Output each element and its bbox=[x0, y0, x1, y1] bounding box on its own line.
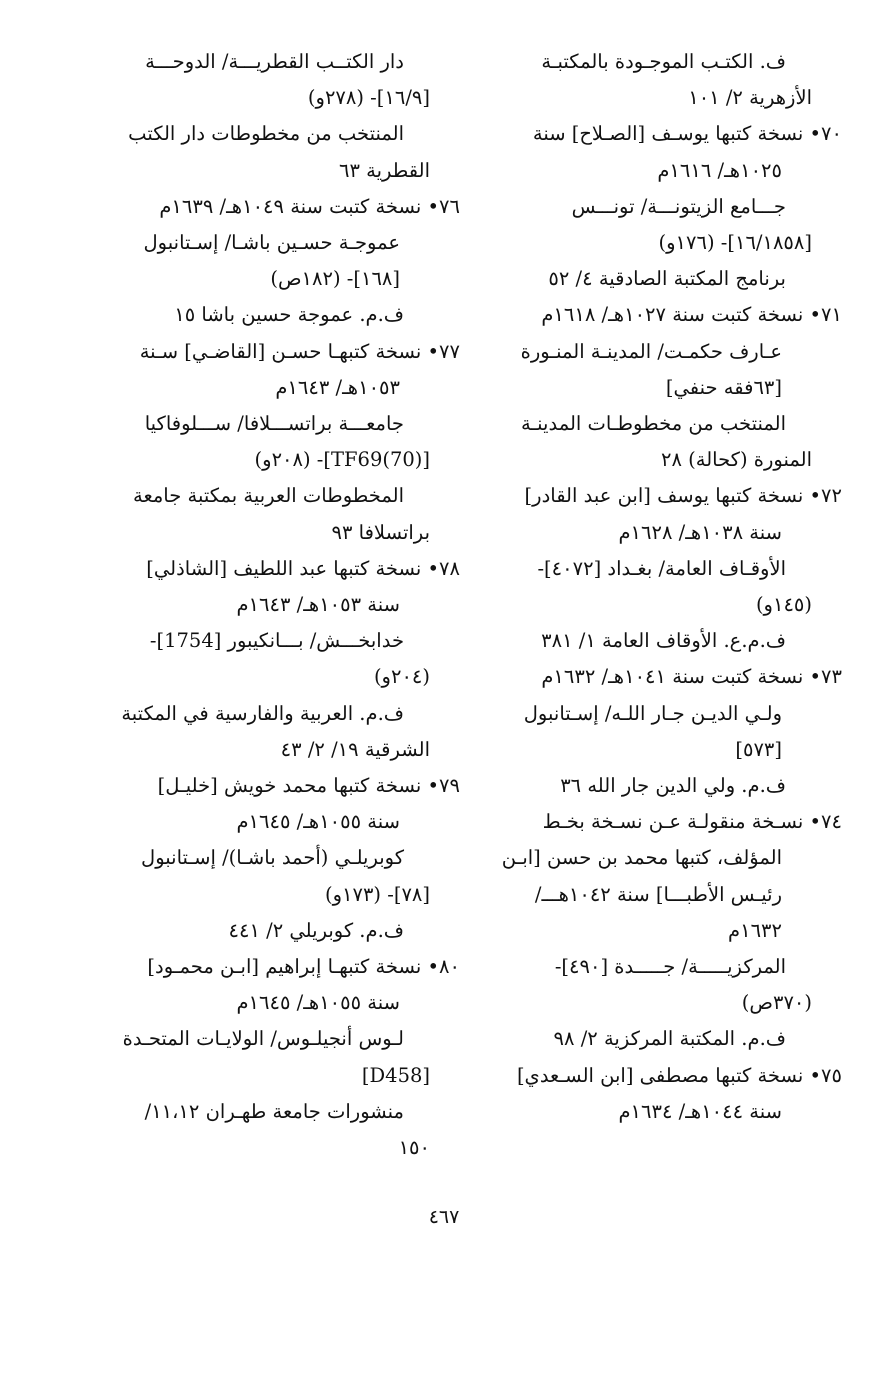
text-line: سنة ١٠٣٨هـ/ ١٦٢٨م bbox=[618, 520, 782, 544]
text-line: سنة ١٠٥٥هـ/ ١٦٤٥م bbox=[236, 810, 400, 834]
text-line: ف.م. المكتبة المركزية ٢/ ٩٨ bbox=[553, 1027, 786, 1051]
text-line: سنة ١٠٤٤هـ/ ١٦٣٤م bbox=[618, 1099, 782, 1123]
text-line: برنامج المكتبة الصادقية ٤/ ٥٢ bbox=[548, 267, 786, 291]
text-line: منشورات جامعة طهـران ١١،١٢/ bbox=[144, 1099, 404, 1123]
text-line: [٦٣فقه حنفي] bbox=[665, 375, 782, 399]
entry-detail bbox=[470, 623, 812, 659]
text-line: (٣٧٠ص) bbox=[741, 991, 812, 1015]
entry-detail bbox=[78, 44, 430, 116]
text-line: عموجـة حسـين باشـا/ إسـتانبول bbox=[143, 231, 400, 255]
entry-detail bbox=[470, 768, 812, 804]
entry-detail bbox=[78, 696, 430, 768]
text-line: ١٠٢٥هـ/ ١٦١٦م bbox=[657, 158, 782, 182]
text-line: [٧٨]- (١٧٣و) bbox=[324, 882, 430, 906]
text-line: ف.م. كوبريلي ٢/ ٤٤١ bbox=[228, 918, 404, 942]
text-line: ٧٨• نسخة كتبها عبد اللطيف [الشاذلي] bbox=[146, 556, 460, 580]
text-line: سنة ١٠٥٥هـ/ ١٦٤٥م bbox=[236, 991, 400, 1015]
text-line: ٧٣• نسخة كتبت سنة ١٠٤١هـ/ ١٦٣٢م bbox=[541, 665, 842, 689]
entry-detail bbox=[78, 840, 430, 912]
text-line: ف. الكتـب الموجـودة بالمكتبـة bbox=[541, 50, 786, 73]
entry-detail bbox=[78, 1094, 430, 1166]
entry-detail bbox=[470, 1021, 812, 1057]
text-line: ٧٦• نسخة كتبت سنة ١٠٤٩هـ/ ١٦٣٩م bbox=[159, 194, 460, 218]
text-line: ٧٢• نسخة كتبها يوسف [ابن عبد القادر] bbox=[524, 484, 842, 508]
entry-detail bbox=[470, 949, 812, 1021]
text-line: ٧٩• نسخة كتبها محمد خويش [خليـل] bbox=[157, 774, 460, 798]
text-line: دار الكتــب القطريـــة/ الدوحـــة bbox=[145, 50, 404, 73]
text-line: كوبريلـي (أحمد باشـا)/ إسـتانبول bbox=[141, 846, 404, 870]
right-column bbox=[470, 44, 842, 1130]
entry-detail bbox=[470, 551, 812, 623]
entry-detail bbox=[470, 261, 812, 297]
text-line: سنة ١٠٥٣هـ/ ١٦٤٣م bbox=[236, 593, 400, 617]
entry-detail bbox=[78, 116, 430, 188]
entry-detail bbox=[78, 297, 430, 333]
manuscript-entry bbox=[470, 478, 842, 550]
entry-detail bbox=[78, 913, 430, 949]
manuscript-entry bbox=[470, 297, 842, 406]
text-line: [D458] bbox=[361, 1063, 430, 1087]
text-line: [١٦٨]- (١٨٢ص) bbox=[270, 267, 400, 291]
manuscript-entry bbox=[78, 551, 460, 623]
text-line: ف.م. العربية والفارسية في المكتبة bbox=[121, 701, 404, 725]
manuscript-entry bbox=[470, 659, 842, 768]
entry-detail bbox=[470, 44, 812, 116]
text-line: المركزيـــــة/ جـــــدة [٤٩٠]- bbox=[554, 955, 786, 979]
text-line: المؤلف، كتبها محمد بن حسن [ابـن bbox=[501, 846, 782, 870]
text-line: القطرية ٦٣ bbox=[338, 158, 430, 182]
text-line: ٧٧• نسخة كتبهـا حسـن [القاضـي] سـنة bbox=[139, 339, 460, 363]
manuscript-entry bbox=[78, 189, 460, 298]
text-line: ٧٥• نسخة كتبها مصطفى [ابن السـعدي] bbox=[516, 1063, 842, 1087]
text-line: خدابخـــش/ بـــانكيبور [1754]- bbox=[149, 629, 404, 653]
text-line: براتسلافا ٩٣ bbox=[331, 520, 430, 544]
text-line: (٢٠٤و) bbox=[373, 665, 430, 689]
entry-detail bbox=[78, 623, 430, 695]
text-line: جامعـــة براتســـلافا/ ســـلوفاكيا bbox=[144, 412, 404, 436]
manuscript-entry bbox=[78, 949, 460, 1021]
text-line: ولـي الديـن جـار اللـه/ إسـتانبول bbox=[523, 701, 782, 725]
text-line: ١٦٣٢م bbox=[728, 918, 782, 942]
text-line: (١٤٥و) bbox=[755, 593, 812, 617]
text-line: الأوقـاف العامة/ بغـداد [٤٠٧٢]- bbox=[537, 556, 786, 580]
entry-detail bbox=[78, 478, 430, 550]
text-line: جـــامع الزيتونـــة/ تونـــس bbox=[571, 194, 786, 218]
manuscript-entry bbox=[470, 1058, 842, 1130]
manuscript-entry bbox=[78, 334, 460, 406]
text-line: ٨٠• نسخة كتبهـا إبراهيم [ابـن محمـود] bbox=[147, 955, 460, 979]
text-line: ١٠٥٣هـ/ ١٦٤٣م bbox=[275, 375, 400, 399]
text-line: [١٦/١٨٥٨]- (١٧٦و) bbox=[658, 231, 812, 255]
text-line: رئيـس الأطبـــا] سنة ١٠٤٢هـــ/ bbox=[534, 882, 782, 906]
text-line: ٧٤• نسـخة منقولـة عـن نسـخة بخـط bbox=[542, 810, 842, 834]
text-line: المنتخب من مخطوطـات المدينـة bbox=[520, 412, 786, 436]
text-line: [١٦/٩]- (٢٧٨و) bbox=[307, 86, 430, 110]
text-line: ف.م.ع. الأوقاف العامة ١/ ٣٨١ bbox=[541, 629, 786, 653]
text-line: الأزهرية ٢/ ١٠١ bbox=[688, 86, 812, 110]
text-line: ١٥٠ bbox=[398, 1136, 430, 1160]
text-line: [TF69(70)]- (٢٠٨و) bbox=[254, 448, 430, 472]
manuscript-entry bbox=[470, 804, 842, 949]
entry-detail bbox=[470, 189, 812, 261]
manuscript-entry bbox=[78, 768, 460, 840]
entry-detail bbox=[78, 406, 430, 478]
text-line: ف.م. عموجة حسين باشا ١٥ bbox=[174, 303, 404, 327]
left-column bbox=[78, 44, 460, 1166]
text-line: ٧١• نسخة كتبت سنة ١٠٢٧هـ/ ١٦١٨م bbox=[541, 303, 842, 327]
page-number: ٤٦٧ bbox=[428, 1206, 460, 1228]
text-line: المنتخب من مخطوطات دار الكتب bbox=[128, 122, 404, 146]
text-line: المخطوطات العربية بمكتبة جامعة bbox=[133, 484, 404, 508]
entry-detail bbox=[470, 406, 812, 478]
text-line: ف.م. ولي الدين جار الله ٣٦ bbox=[560, 774, 786, 798]
text-line: ٧٠• نسخة كتبها يوسـف [الصـلاح] سنة bbox=[532, 122, 842, 146]
entry-detail bbox=[78, 1021, 430, 1093]
text-line: لـوس أنجيلـوس/ الولايـات المتحـدة bbox=[122, 1027, 404, 1051]
manuscript-entry bbox=[470, 116, 842, 188]
text-line: [٥٧٣] bbox=[735, 737, 782, 761]
text-line: المنورة (كحالة) ٢٨ bbox=[661, 448, 812, 472]
text-line: الشرقية ١٩/ ٢/ ٤٣ bbox=[280, 737, 430, 761]
text-line: عـارف حكمـت/ المدينـة المنـورة bbox=[520, 339, 782, 363]
